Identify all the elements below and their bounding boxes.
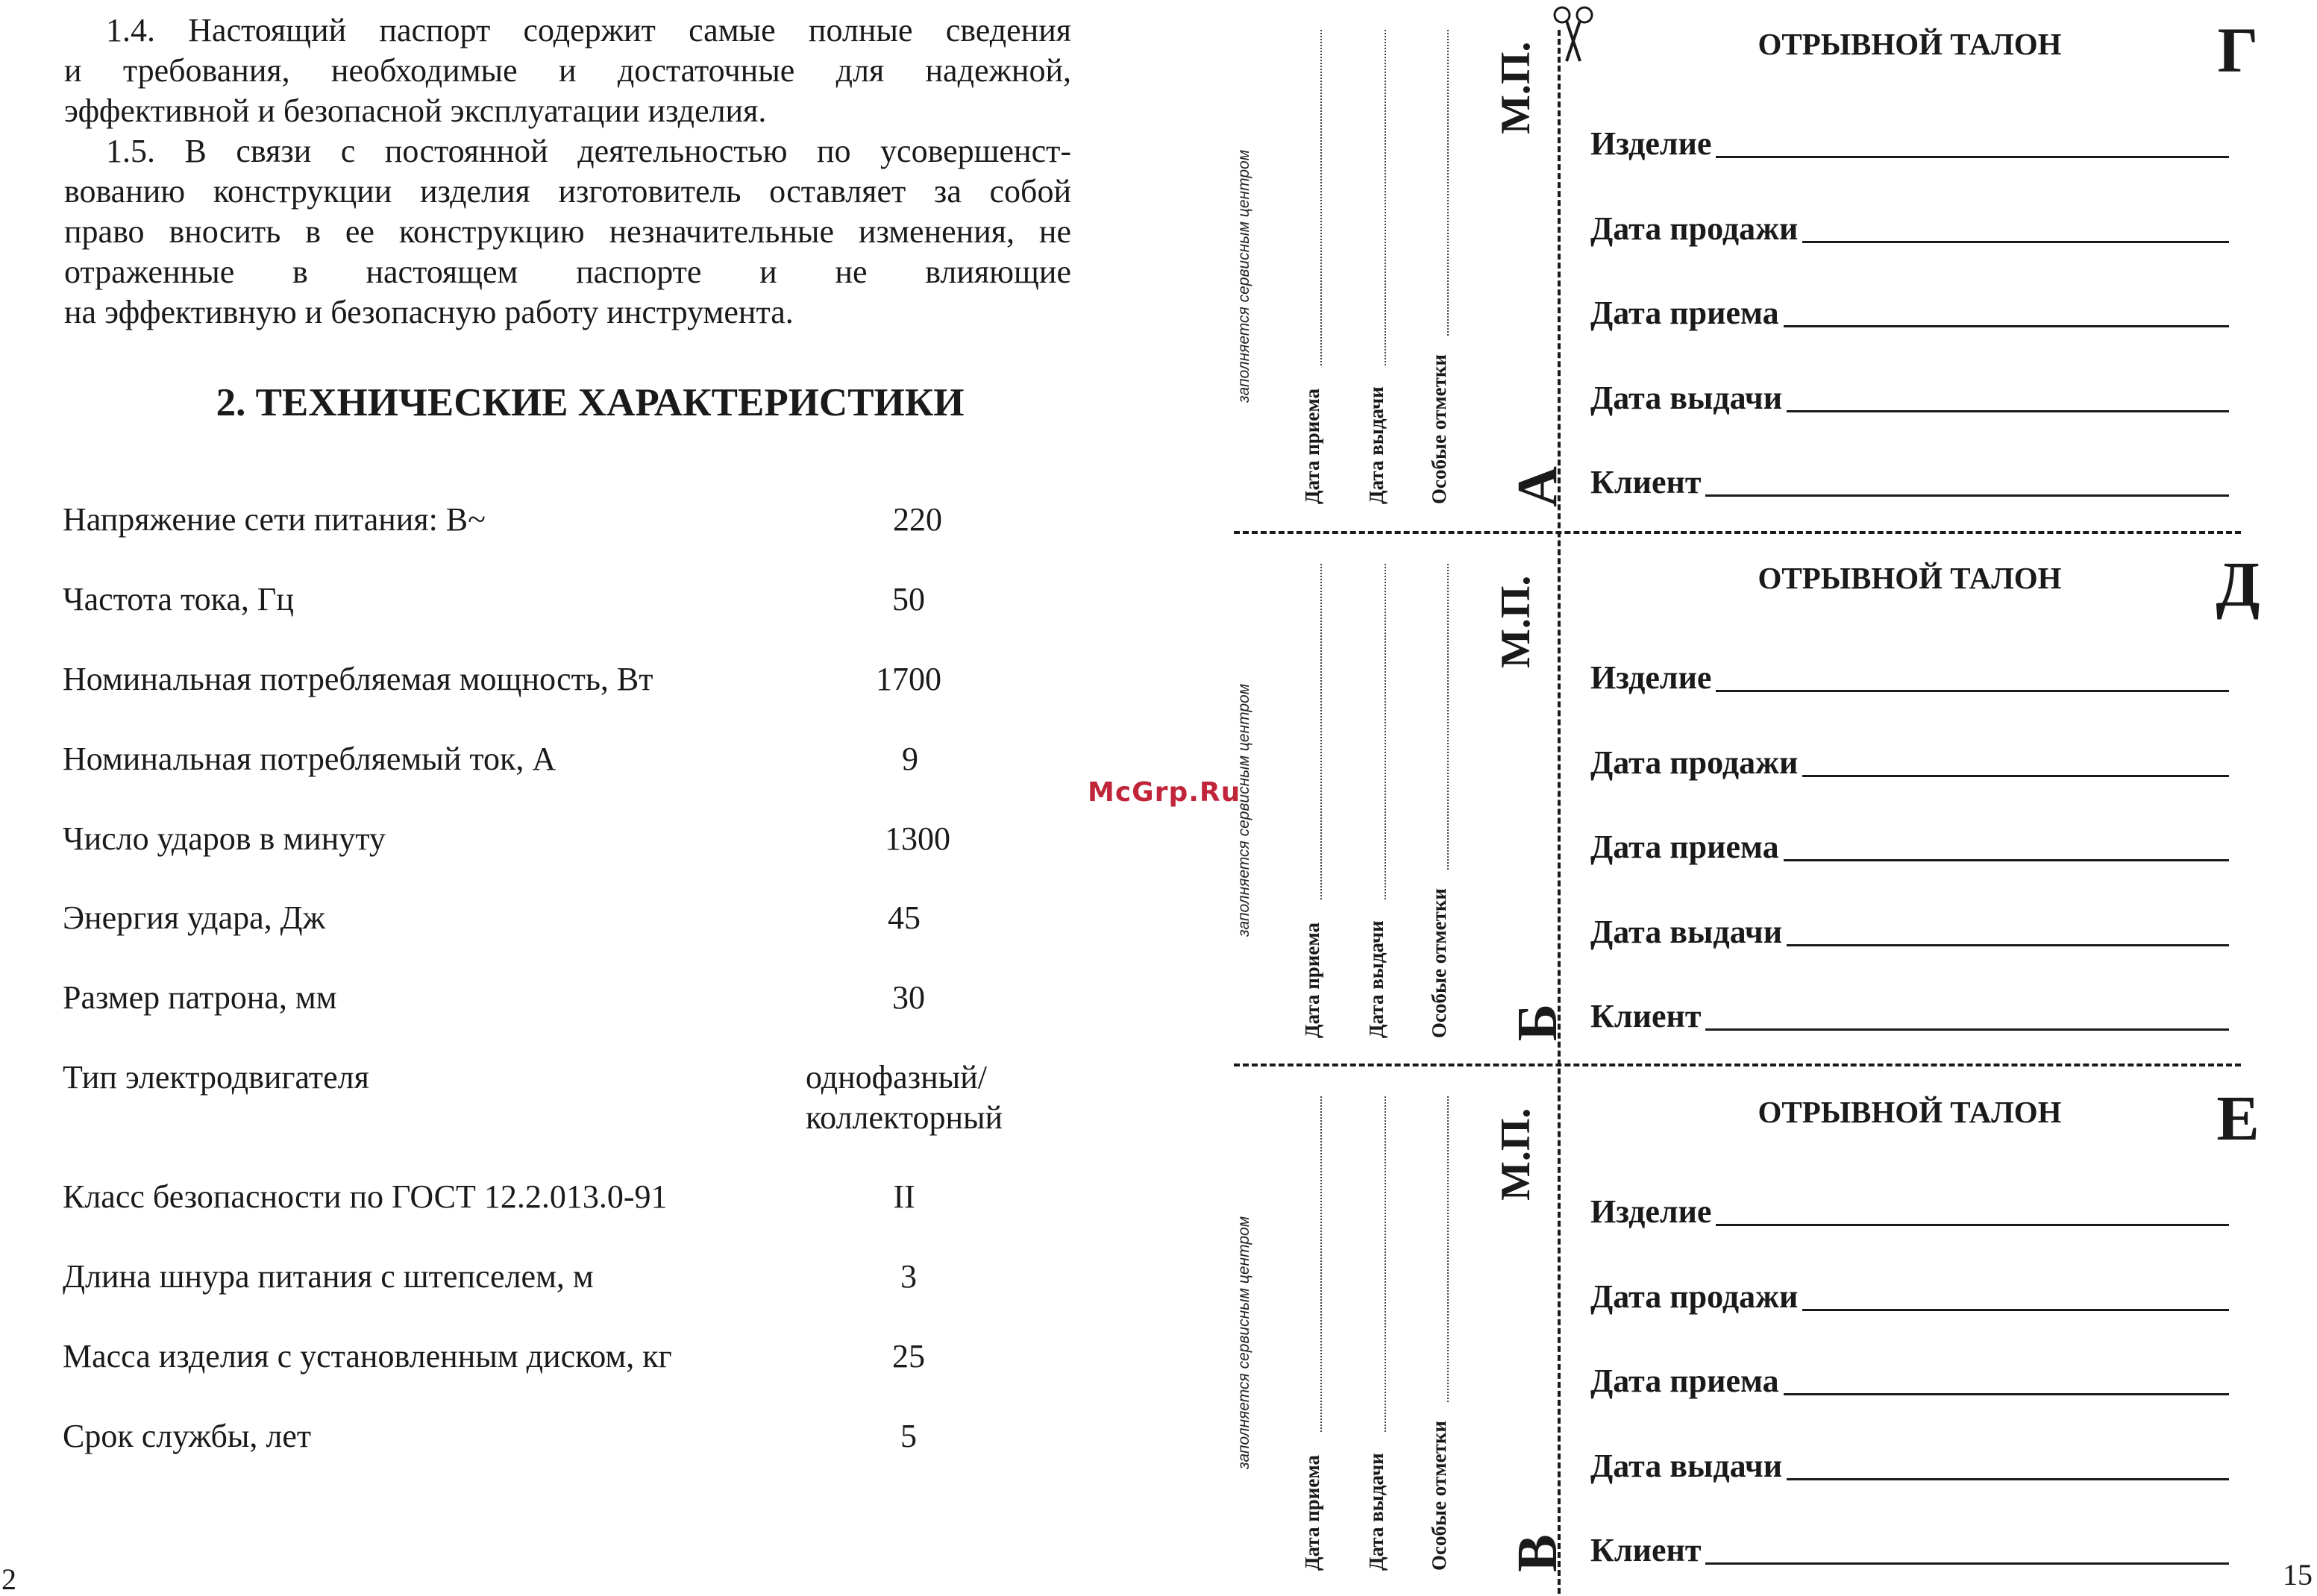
- coupon-field-sale-date[interactable]: Дата продажи: [1590, 207, 2229, 248]
- coupon-field-issue-date[interactable]: Дата выдачи: [1590, 911, 2229, 951]
- section-title: 2. ТЕХНИЧЕСКИЕ ХАРАКТЕРИСТИКИ: [216, 381, 965, 424]
- spec-label: Напряжение сети питания: В~: [63, 501, 486, 538]
- spec-value: 30: [892, 979, 925, 1016]
- service-note: заполняется сервисным центром: [1235, 683, 1252, 937]
- coupon-field-sale-date[interactable]: Дата продажи: [1590, 1275, 2229, 1316]
- coupon-field-issue-date[interactable]: Дата выдачи: [1590, 1445, 2229, 1485]
- spec-label: Длина шнура питания с штепселем, м: [63, 1258, 594, 1295]
- spec-label: Номинальная потребляемый ток, А: [63, 741, 556, 777]
- watermark: McGrp.Ru: [1088, 777, 1241, 808]
- stub-dotted-line: [1320, 1096, 1322, 1432]
- stamp-label: М.П.: [1493, 41, 1539, 134]
- stub-field-label: Особые отметки: [1428, 354, 1450, 504]
- spec-value: 1700: [876, 661, 941, 697]
- spec-label: Тип электродвигателя: [63, 1059, 369, 1096]
- spec-label: Энергия удара, Дж: [63, 899, 326, 936]
- service-note: заполняется сервисным центром: [1235, 1216, 1252, 1469]
- stub-dotted-line: [1320, 30, 1322, 365]
- spec-label: Масса изделия с установленным диском, кг: [63, 1338, 672, 1374]
- stub-letter: В: [1506, 1534, 1569, 1572]
- paragraph-1-4: [64, 10, 1071, 131]
- stub-field-label: Дата выдачи: [1365, 386, 1388, 504]
- spec-label: Размер патрона, мм: [63, 979, 337, 1016]
- spec-label: Срок службы, лет: [63, 1418, 312, 1454]
- coupon-title: ОТРЫВНОЙ ТАЛОН: [1758, 27, 2062, 61]
- stub-field-label: Дата приема: [1301, 922, 1323, 1038]
- stub-field-label: Особые отметки: [1428, 888, 1450, 1038]
- spec-value: 220: [893, 501, 942, 538]
- paragraph-line: 1.4. Настоящий паспорт содержит самые полные сведения: [106, 12, 1071, 48]
- stub-field-label: Дата выдачи: [1365, 920, 1388, 1038]
- paragraph-line: 1.5. В связи с постоянной деятельностью по усовершенст-: [106, 133, 1071, 169]
- coupon-title: ОТРЫВНОЙ ТАЛОН: [1758, 561, 2062, 595]
- paragraph-1-5: [64, 131, 1071, 333]
- stub-dotted-line: [1385, 564, 1386, 899]
- spec-value: 3: [900, 1258, 917, 1295]
- spec-value: 50: [892, 581, 925, 618]
- stub-letter: А: [1506, 466, 1569, 507]
- perforation-horizontal: [1234, 531, 2241, 534]
- stub-field-label: Дата выдачи: [1365, 1453, 1388, 1571]
- coupon-field-receive-date[interactable]: Дата приема: [1590, 292, 2229, 332]
- stub-dotted-line: [1385, 30, 1386, 365]
- spec-label: Номинальная потребляемая мощность, Вт: [63, 661, 653, 697]
- stub-dotted-line: [1320, 564, 1322, 899]
- spec-value: 1300: [885, 820, 950, 857]
- coupon-field-product[interactable]: Изделие: [1590, 122, 2229, 163]
- perforation-horizontal: [1234, 1064, 2241, 1066]
- stamp-label: М.П.: [1493, 575, 1539, 668]
- spec-label: Частота тока, Гц: [63, 581, 294, 618]
- coupon-letter: Г: [2217, 14, 2259, 86]
- spec-value: 45: [888, 899, 921, 936]
- perforation-vertical: [1558, 30, 1561, 1594]
- coupon-field-sale-date[interactable]: Дата продажи: [1590, 741, 2229, 782]
- coupon-letter: Д: [2216, 548, 2260, 620]
- coupon-letter: Е: [2216, 1082, 2260, 1154]
- scissors-icon: [1550, 4, 1598, 64]
- spec-label: Класс безопасности по ГОСТ 12.2.013.0-91: [63, 1178, 668, 1215]
- coupon-field-client[interactable]: Клиент: [1590, 1529, 2229, 1569]
- stub-dotted-line: [1447, 1096, 1449, 1402]
- stub-field-label: Особые отметки: [1428, 1421, 1450, 1571]
- paragraph-line: эффективной и безопасной эксплуатации изделия.: [64, 92, 767, 129]
- coupon-field-client[interactable]: Клиент: [1590, 461, 2229, 501]
- coupon-title: ОТРЫВНОЙ ТАЛОН: [1758, 1095, 2062, 1129]
- stub-letter: Б: [1506, 1003, 1569, 1041]
- page-number-right: 15: [2283, 1558, 2313, 1592]
- stub-dotted-line: [1385, 1096, 1386, 1432]
- stub-dotted-line: [1447, 564, 1449, 870]
- stamp-label: М.П.: [1493, 1108, 1539, 1201]
- coupon-field-issue-date[interactable]: Дата выдачи: [1590, 377, 2229, 417]
- coupon-field-client[interactable]: Клиент: [1590, 995, 2229, 1035]
- paragraph-line: вованию конструкции изделия изготовитель оставляет за собой: [64, 173, 1071, 210]
- page-number-left: 2: [1, 1562, 16, 1596]
- spec-value: II: [893, 1178, 915, 1215]
- spec-value: 5: [900, 1418, 917, 1454]
- paragraph-line: право вносить в ее конструкцию незначительные изменения, не: [64, 213, 1071, 250]
- coupon-field-product[interactable]: Изделие: [1590, 1190, 2229, 1231]
- spec-value-line2: коллекторный: [806, 1099, 1003, 1136]
- coupon-field-receive-date[interactable]: Дата приема: [1590, 826, 2229, 866]
- coupon-field-product[interactable]: Изделие: [1590, 656, 2229, 697]
- stub-field-label: Дата приема: [1301, 388, 1323, 504]
- service-note: заполняется сервисным центром: [1235, 149, 1252, 403]
- spec-value: 9: [902, 741, 918, 777]
- paragraph-line: отраженные в настоящем паспорте и не влияющие: [64, 254, 1071, 290]
- spec-value: 25: [892, 1338, 925, 1374]
- coupon-field-receive-date[interactable]: Дата приема: [1590, 1360, 2229, 1400]
- stub-dotted-line: [1447, 30, 1449, 336]
- spec-label: Число ударов в минуту: [63, 820, 386, 857]
- stub-field-label: Дата приема: [1301, 1454, 1323, 1571]
- spec-value: однофазный/: [806, 1059, 987, 1096]
- paragraph-line: и требования, необходимые и достаточные для надежной,: [64, 52, 1071, 89]
- paragraph-line: на эффективную и безопасную работу инструмента.: [64, 294, 794, 330]
